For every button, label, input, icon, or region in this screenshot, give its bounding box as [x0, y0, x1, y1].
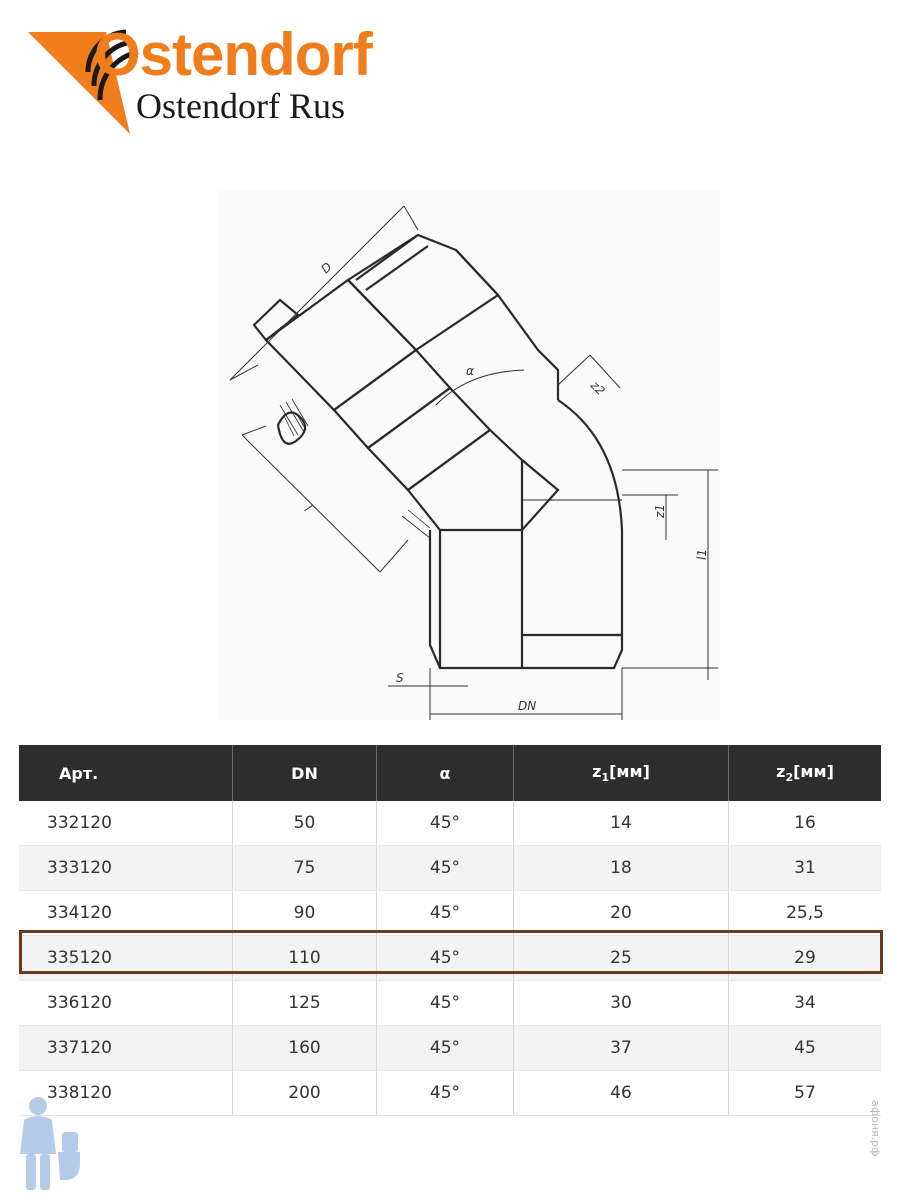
- brand-logo: [28, 22, 388, 137]
- cell-z1: 46: [514, 1071, 729, 1116]
- cell-z1: 18: [514, 846, 729, 891]
- cell-z1: 30: [514, 981, 729, 1026]
- site-watermark: афоня.рф: [869, 1100, 882, 1157]
- dim-label-z2: z2: [587, 378, 608, 398]
- cell-z2: 25,5: [729, 891, 882, 936]
- col-header-art: Арт.: [19, 745, 233, 801]
- dim-label-l1: l1: [695, 549, 709, 560]
- cell-art: 332120: [19, 801, 233, 846]
- cell-z1: 14: [514, 801, 729, 846]
- dim-label-alpha: α: [466, 364, 474, 378]
- cell-dn: 125: [233, 981, 377, 1026]
- cell-dn: 50: [233, 801, 377, 846]
- cell-alpha: 45°: [377, 801, 514, 846]
- cell-alpha: 45°: [377, 936, 514, 981]
- table-row-highlighted: [19, 936, 881, 981]
- cell-z2: 16: [729, 801, 882, 846]
- cell-dn: 75: [233, 846, 377, 891]
- dim-label-z1: z1: [653, 504, 667, 518]
- spec-table: [19, 745, 881, 1116]
- cell-alpha: 45°: [377, 891, 514, 936]
- table-row: [19, 801, 881, 846]
- cell-z1: 25: [514, 936, 729, 981]
- plumber-mascot-icon: [8, 1092, 84, 1196]
- brand-name: Ostendorf: [94, 21, 372, 88]
- col-header-dn: DN: [233, 745, 377, 801]
- table-row: [19, 891, 881, 936]
- cell-z2: 31: [729, 846, 882, 891]
- col-header-alpha: α: [377, 745, 514, 801]
- table-row: [19, 1071, 881, 1116]
- dim-label-s: S: [396, 671, 404, 685]
- table-row: [19, 1026, 881, 1071]
- cell-dn: 110: [233, 936, 377, 981]
- cell-z2: 29: [729, 936, 882, 981]
- cell-art: 336120: [19, 981, 233, 1026]
- cell-art: 338120: [19, 1071, 233, 1116]
- cell-z2: 45: [729, 1026, 882, 1071]
- brand-subtitle: Ostendorf Rus: [136, 86, 345, 126]
- dim-label-l: l: [301, 502, 315, 515]
- dim-label-dn: DN: [518, 699, 537, 713]
- col-header-z1: [514, 745, 729, 801]
- cell-art: 337120: [19, 1026, 233, 1071]
- cell-z1: 37: [514, 1026, 729, 1071]
- cell-alpha: 45°: [377, 846, 514, 891]
- cell-alpha: 45°: [377, 981, 514, 1026]
- table-row: [19, 846, 881, 891]
- cell-alpha: 45°: [377, 1071, 514, 1116]
- cell-z1: 20: [514, 891, 729, 936]
- cell-art: 333120: [19, 846, 233, 891]
- cell-dn: 200: [233, 1071, 377, 1116]
- cell-dn: 160: [233, 1026, 377, 1071]
- cell-z2: 57: [729, 1071, 882, 1116]
- z1-unit: [мм]: [609, 761, 650, 781]
- z2-subscript: 2: [785, 771, 794, 785]
- z1-letter: z: [592, 761, 602, 781]
- cell-dn: 90: [233, 891, 377, 936]
- dim-label-d: D: [318, 259, 335, 277]
- cell-alpha: 45°: [377, 1026, 514, 1071]
- pipe-elbow-drawing: [218, 190, 720, 720]
- col-header-z2: [729, 745, 882, 801]
- cell-art: 334120: [19, 891, 233, 936]
- z2-unit: [мм]: [793, 761, 834, 781]
- table-header-row: [19, 745, 881, 801]
- z2-letter: z: [776, 761, 786, 781]
- table-row: [19, 981, 881, 1026]
- cell-z2: 34: [729, 981, 882, 1026]
- z1-subscript: 1: [601, 771, 610, 785]
- cell-art: 335120: [19, 936, 233, 981]
